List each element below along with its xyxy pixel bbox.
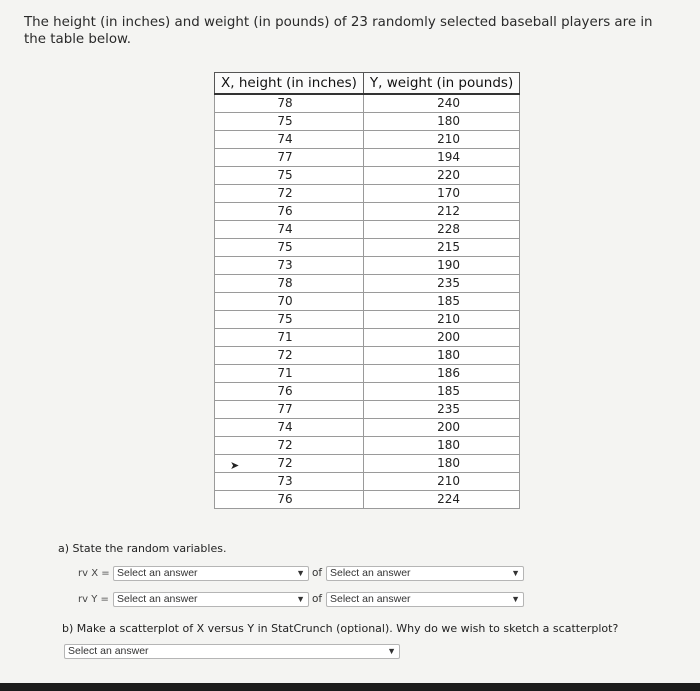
table-row xyxy=(215,437,520,455)
cell-height: 73 xyxy=(215,257,364,275)
question-a-prompt: a) State the random variables. xyxy=(58,542,227,555)
table-row xyxy=(215,94,520,113)
rv-x-of-label: of xyxy=(312,567,323,579)
rv-y-of-select-value: Select an answer xyxy=(330,593,411,605)
table-row xyxy=(215,347,520,365)
cell-height: 75 xyxy=(215,167,364,185)
cell-weight: 220 xyxy=(363,167,519,185)
problem-intro: The height (in inches) and weight (in pounds) of 23 randomly selected baseball players are in the table below. xyxy=(24,15,653,47)
chevron-down-icon: ▼ xyxy=(511,568,520,578)
header-y: Y, weight (in pounds) xyxy=(363,73,519,95)
cell-height: 77 xyxy=(215,401,364,419)
table-row xyxy=(215,257,520,275)
table-row xyxy=(215,275,520,293)
cell-height: 71 xyxy=(215,329,364,347)
cell-weight: 180 xyxy=(363,113,519,131)
rv-x-of-select-value: Select an answer xyxy=(330,567,411,579)
table-row xyxy=(215,311,520,329)
question-b-select-value: Select an answer xyxy=(68,645,149,657)
cell-weight: 180 xyxy=(363,455,519,473)
table-row xyxy=(215,203,520,221)
cell-height: 75 xyxy=(215,113,364,131)
bottom-bezel xyxy=(0,683,700,691)
cell-weight: 228 xyxy=(363,221,519,239)
cell-height: 77 xyxy=(215,149,364,167)
cell-weight: 186 xyxy=(363,365,519,383)
question-b-prompt: b) Make a scatterplot of X versus Y in StatCrunch (optional). Why do we wish to sketch a scatterplot? xyxy=(62,622,619,635)
table-row xyxy=(215,329,520,347)
table-row xyxy=(215,113,520,131)
chevron-down-icon: ▼ xyxy=(296,594,305,604)
cell-weight: 240 xyxy=(363,94,519,113)
cell-height: 76 xyxy=(215,203,364,221)
rv-x-select-value: Select an answer xyxy=(117,567,198,579)
cell-weight: 210 xyxy=(363,131,519,149)
cell-weight: 235 xyxy=(363,401,519,419)
table-row xyxy=(215,455,520,473)
cell-height: 76 xyxy=(215,491,364,509)
cell-height: 75 xyxy=(215,239,364,257)
cell-height: 72 xyxy=(215,437,364,455)
cell-height: 71 xyxy=(215,365,364,383)
data-table xyxy=(214,72,520,509)
cell-height: 74 xyxy=(215,419,364,437)
cell-height: 70 xyxy=(215,293,364,311)
table-row xyxy=(215,473,520,491)
table-row xyxy=(215,419,520,437)
rv-y-label: rv Y = xyxy=(78,594,109,605)
rv-x-select[interactable] xyxy=(113,566,309,581)
rv-y-select[interactable] xyxy=(113,592,309,607)
cell-weight: 200 xyxy=(363,419,519,437)
cell-weight: 200 xyxy=(363,329,519,347)
table-row xyxy=(215,491,520,509)
rv-x-label: rv X = xyxy=(78,568,110,579)
table-row xyxy=(215,383,520,401)
cell-weight: 190 xyxy=(363,257,519,275)
cell-weight: 170 xyxy=(363,185,519,203)
rv-y-of-select[interactable] xyxy=(326,592,524,607)
table-row xyxy=(215,185,520,203)
cell-height: 76 xyxy=(215,383,364,401)
cell-height: 75 xyxy=(215,311,364,329)
cell-weight: 180 xyxy=(363,437,519,455)
cell-height: 78 xyxy=(215,94,364,113)
cell-weight: 210 xyxy=(363,473,519,491)
rv-y-of-label: of xyxy=(312,593,323,605)
chevron-down-icon: ▼ xyxy=(511,594,520,604)
table-row xyxy=(215,401,520,419)
table-row xyxy=(215,365,520,383)
chevron-down-icon: ▼ xyxy=(296,568,305,578)
table-row xyxy=(215,221,520,239)
header-x: X, height (in inches) xyxy=(215,73,364,95)
cell-weight: 194 xyxy=(363,149,519,167)
cell-weight: 235 xyxy=(363,275,519,293)
table-row xyxy=(215,149,520,167)
cell-height: 72 xyxy=(215,455,364,473)
cell-height: 72 xyxy=(215,185,364,203)
table-row xyxy=(215,239,520,257)
cell-weight: 180 xyxy=(363,347,519,365)
cell-height: 73 xyxy=(215,473,364,491)
cell-height: 74 xyxy=(215,131,364,149)
rv-y-select-value: Select an answer xyxy=(117,593,198,605)
cell-height: 72 xyxy=(215,347,364,365)
cell-weight: 185 xyxy=(363,293,519,311)
cell-height: 74 xyxy=(215,221,364,239)
cell-weight: 224 xyxy=(363,491,519,509)
chevron-down-icon: ▼ xyxy=(387,646,396,656)
cell-weight: 210 xyxy=(363,311,519,329)
table-row xyxy=(215,131,520,149)
cell-weight: 215 xyxy=(363,239,519,257)
cell-weight: 185 xyxy=(363,383,519,401)
table-row xyxy=(215,167,520,185)
rv-x-of-select[interactable] xyxy=(326,566,524,581)
table-header-row xyxy=(215,73,520,95)
cell-weight: 212 xyxy=(363,203,519,221)
table-row xyxy=(215,293,520,311)
cell-height: 78 xyxy=(215,275,364,293)
question-b-select[interactable] xyxy=(64,644,400,659)
mouse-pointer-icon: ➤ xyxy=(230,459,240,472)
